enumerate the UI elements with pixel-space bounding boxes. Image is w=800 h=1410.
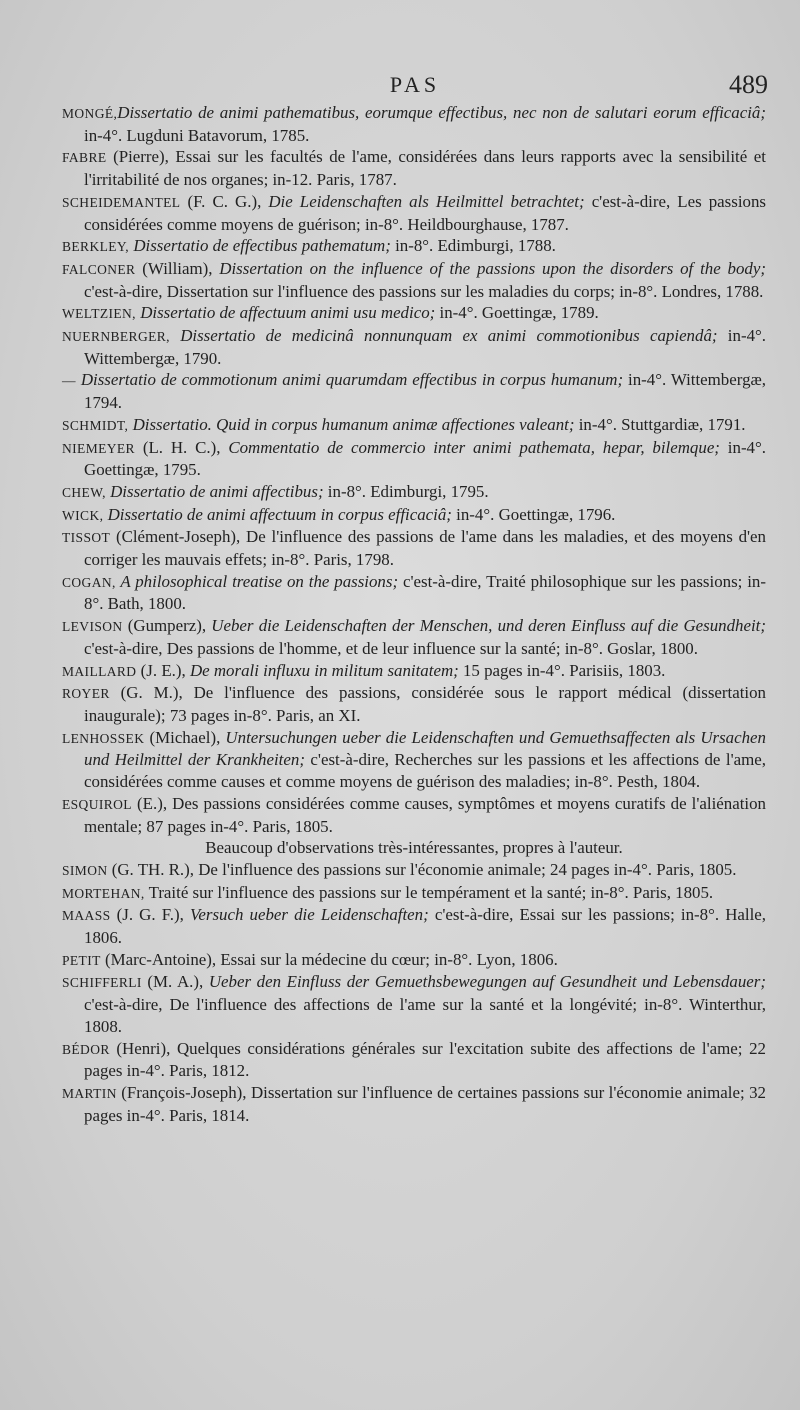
entry-text: c'est-à-dire, Dissertation sur l'influence des passions sur les maladies du corps; in-8°. Londres, 1788. [84, 281, 764, 301]
entry-text: in-4°. Lugduni Batavorum, 1785. [84, 125, 310, 145]
entry-author: NUERNBERGER, [62, 329, 170, 345]
bibliography-entry [62, 949, 766, 972]
entry-text: c'est-à-dire, Les passions considérées comme moyens de guérison; in-8°. Heildbourghause, 1787. [84, 191, 766, 234]
entry-author: SIMON [62, 862, 108, 878]
entry-text: c'est-à-dire, Traité philosophique sur les passions; in-8°. Bath, 1800. [84, 571, 766, 614]
bibliography-entry [62, 660, 766, 683]
entry-text: (Michael), [144, 727, 226, 747]
entry-author: LEVISON [62, 619, 123, 635]
bibliography-entry [62, 437, 766, 481]
entry-text: in-4°. Wittembergæ, 1790. [84, 326, 766, 368]
bibliography-entry [62, 414, 766, 437]
entry-author: BERKLEY, [62, 239, 130, 255]
entry-author: MAILLARD [62, 663, 137, 679]
entry-title: Ueber die Leidenschaften der Menschen, und deren Einfluss auf die Gesundheit; [211, 616, 766, 636]
entry-text: c'est-à-dire, Des passions de l'homme, et de leur influence sur la santé; in-8°. Goslar, 1800. [84, 638, 698, 658]
entry-author: LENHOSSEK [62, 730, 145, 746]
entry-author: COGAN, [62, 574, 116, 590]
entry-title: Dissertatio de effectibus pathematum; [129, 236, 391, 256]
bibliography-entry [62, 504, 766, 527]
entry-text: (Marc-Antoine), Essai sur la médecine du cœur; in-8°. Lyon, 1806. [100, 949, 558, 969]
entry-text: c'est-à-dire, De l'influence des affections de l'ame sur la santé et la longévité; in-8°. Winterthur, 1808. [84, 995, 766, 1036]
entry-author: — [62, 373, 76, 389]
entry-text: in-8°. Edimburgi, 1795. [323, 481, 489, 501]
entry-text: in-4°. Goettingæ, 1795. [84, 437, 766, 480]
entry-title: Dissertatio de medicinâ nonnunquam ex animi commotionibus capiendâ; [169, 326, 718, 346]
running-head: PAS [389, 72, 441, 97]
entry-text: 15 pages in-4°. Parisiis, 1803. [458, 660, 666, 680]
entry-text: (William), [135, 258, 220, 278]
bibliography-entry [62, 146, 766, 190]
bibliography-entry [62, 882, 766, 905]
entry-text: (François-Joseph), Dissertation sur l'influence de certaines passions sur l'économie animale; 32 pages in-4°. Paris, 1814. [84, 1082, 766, 1125]
entry-title: Dissertatio de affectuum animi usu medico; [135, 303, 436, 323]
bibliography-entry [62, 1038, 766, 1082]
entry-author: NIEMEYER [62, 440, 135, 456]
entry-title: Dissertatio. Quid in corpus humanum animæ affectiones valeant; [128, 414, 575, 434]
entry-author: MONGÉ, [62, 106, 118, 121]
entry-author: FABRE [62, 150, 107, 166]
bibliography-entry [62, 859, 766, 882]
entry-author: CHEW, [62, 484, 106, 500]
bibliography-entry [62, 369, 766, 413]
entry-text: c'est-à-dire, Recherches sur les passions et les affections de l'ame, considérées comme causes et comme moyens de guérison des maladies; in-8°. Pesth, 1804. [84, 750, 766, 792]
entry-text: (G. M.), De l'influence des passions, considérée sous le rapport médical (dissertation inaugurale); 73 pages in-8°. Paris, an XI. [84, 683, 766, 725]
entry-text: (Gumperz), [122, 616, 212, 636]
bibliography-entry [62, 682, 766, 726]
bibliography-entry [62, 235, 766, 258]
bibliography-list [62, 102, 766, 1126]
entry-author: MORTEHAN, [62, 885, 145, 901]
entry-text: (Clément-Joseph), De l'influence des passions de l'ame dans les maladies, et des moyens d'en corriger les mauvais effets; in-8°. Paris, 1798. [84, 527, 766, 570]
entry-author: WICK, [62, 507, 104, 523]
bibliography-entry [62, 1082, 766, 1126]
entry-text: in-4°. Stuttgardiæ, 1791. [574, 414, 746, 434]
entry-text: in-4°. Goettingæ, 1789. [435, 303, 599, 323]
entry-author: SCHEIDEMANTEL [62, 194, 181, 210]
entry-author: MAASS [62, 908, 111, 924]
bibliography-entry [62, 526, 766, 570]
entry-text: (G. TH. R.), De l'influence des passions sur l'économie animale; 24 pages in-4°. Paris, 1805. [107, 859, 737, 879]
entry-author: WELTZIEN, [62, 306, 136, 322]
entry-text: (J. E.), [136, 660, 190, 680]
entry-title: Commentatio de commercio inter animi pathemata, hepar, bilemque; [228, 437, 720, 457]
entry-text: in-4°. Goettingæ, 1796. [451, 504, 616, 524]
entry-author: SCHIFFERLI [62, 975, 142, 991]
entry-text: in-8°. Edimburgi, 1788. [390, 236, 556, 256]
entry-title: Untersuchungen ueber die Leidenschaften und Gemuethsaffecten als Ursachen und Heilmittel der Krankheiten; [84, 727, 766, 770]
entry-title: Dissertatio de animi pathematibus, eorumque effectibus, nec non de salutari eorum efficaciâ; [117, 103, 766, 122]
entry-title: A philosophical treatise on the passions; [115, 571, 399, 591]
bibliography-entry [62, 302, 766, 325]
entry-title: Dissertatio de animi affectuum in corpus efficaciâ; [103, 504, 452, 524]
entry-author: ROYER [62, 686, 110, 702]
entry-text: Traité sur l'influence des passions sur le tempérament et la santé; in-8°. Paris, 1805. [144, 882, 714, 902]
bibliography-note: Beaucoup d'observations très-intéressantes, propres à l'auteur. [205, 838, 623, 858]
page-number: 489 [729, 70, 768, 99]
bibliography-entry [62, 793, 766, 837]
entry-title: Dissertatio de commotionum animi quarumdam effectibus in corpus humanum; [75, 370, 624, 390]
entry-title: Dissertation on the influence of the passions upon the disorders of the body; [219, 258, 766, 278]
bibliography-entry [62, 904, 766, 948]
entry-author: BÉDOR [62, 1041, 110, 1057]
bibliography-entry [62, 325, 766, 369]
bibliography-entry [62, 102, 766, 146]
entry-author: ESQUIROL [62, 796, 132, 812]
entry-title: Versuch ueber die Leidenschaften; [189, 905, 429, 925]
entry-author: PETIT [62, 952, 101, 968]
entry-text: c'est-à-dire, Essai sur les passions; in-8°. Halle, 1806. [84, 905, 767, 948]
entry-title: De morali influxu in militum sanitatem; [189, 660, 459, 680]
entry-text: (F. C. G.), [180, 191, 269, 211]
entry-author: FALCONER [62, 261, 136, 277]
entry-text: (Henri), Quelques considérations générales sur l'excitation subite des affections de l'ame; 22 pages in-4°. Paris, 1812. [84, 1038, 766, 1081]
entry-text: (L. H. C.), [134, 437, 229, 457]
entry-title: Die Leidenschaften als Heilmittel betrachtet; [268, 191, 585, 211]
bibliography-entry [62, 971, 766, 1037]
entry-author: MARTIN [62, 1085, 117, 1101]
entry-title: Dissertatio de animi affectibus; [105, 481, 324, 501]
bibliography-entry [62, 615, 766, 659]
entry-text: (J. G. F.), [110, 905, 190, 925]
entry-author: SCHMIDT, [62, 417, 129, 433]
bibliography-entry [62, 258, 766, 302]
bibliography-entry [62, 571, 766, 615]
entry-author: TISSOT [62, 530, 111, 546]
bibliography-entry [62, 481, 766, 504]
entry-text: (M. A.), [141, 972, 209, 992]
bibliography-entry [62, 191, 766, 235]
entry-text: (Pierre), Essai sur les facultés de l'ame, considérées dans leurs rapports avec la sensibilité et l'irritabilité de nos organes; in-12. Paris, 1787. [84, 147, 766, 190]
bibliography-entry [62, 727, 766, 793]
entry-text: (E.), Des passions considérées comme causes, symptômes et moyens curatifs de l'aliénation mentale; 87 pages in-4°. Paris, 1805. [84, 793, 766, 836]
entry-title: Ueber den Einfluss der Gemuethsbewegungen auf Gesundheit und Lebensdauer; [208, 972, 766, 992]
page-header [60, 70, 770, 104]
entry-text: in-4°. Wittembergæ, 1794. [84, 370, 767, 413]
